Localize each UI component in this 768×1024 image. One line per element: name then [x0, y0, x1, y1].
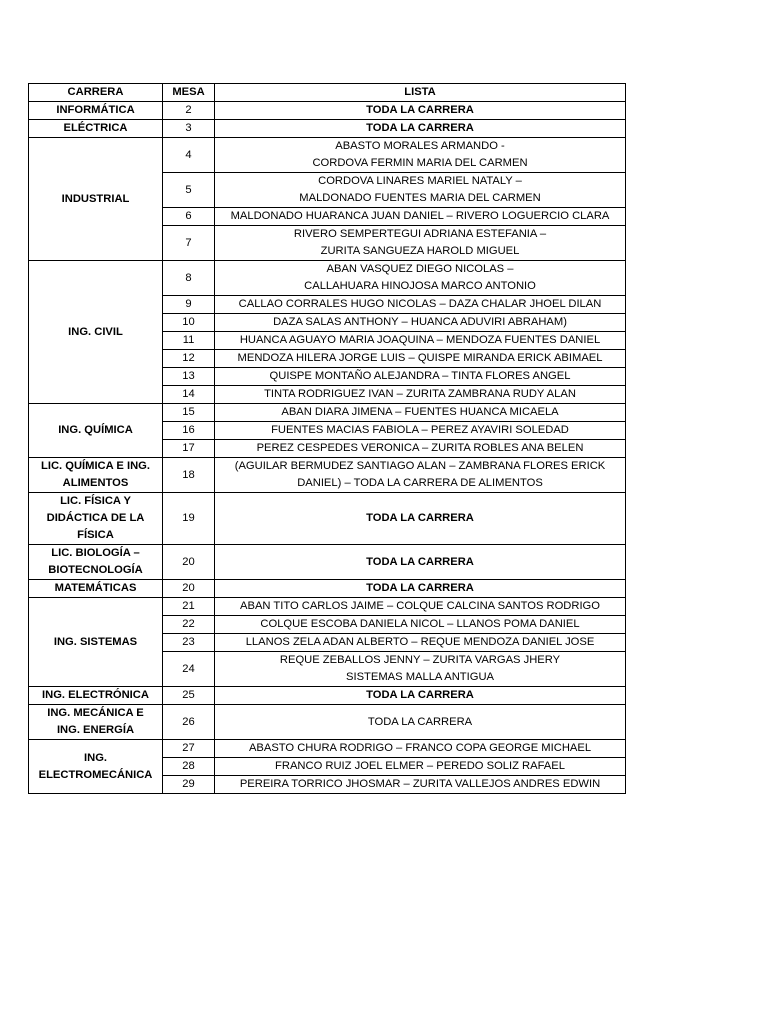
lista-cell: [215, 350, 626, 368]
lista-line: TINTA RODRIGUEZ IVAN – ZURITA ZAMBRANA RUDY ALAN: [264, 388, 576, 400]
mesa-cell: 26: [163, 705, 215, 740]
table-row: [29, 120, 626, 138]
lista-cell: [215, 296, 626, 314]
lista-line: REQUE ZEBALLOS JENNY – ZURITA VARGAS JHERY: [279, 654, 561, 666]
carrera-cell: ING. SISTEMAS: [29, 598, 163, 687]
lista-line: CORDOVA FERMIN MARIA DEL CARMEN: [312, 157, 528, 169]
lista-cell: [215, 740, 626, 758]
lista-cell: [215, 458, 626, 493]
lista-line: (AGUILAR BERMUDEZ SANTIAGO ALAN – ZAMBRANA FLORES ERICK: [234, 460, 606, 472]
lista-line: ABAN TITO CARLOS JAIME – COLQUE CALCINA SANTOS RODRIGO: [240, 600, 600, 612]
lista-cell: [215, 173, 626, 208]
lista-cell: [215, 422, 626, 440]
mesa-cell: 5: [163, 173, 215, 208]
lista-cell: [215, 687, 626, 705]
table-row: [29, 740, 626, 758]
lista-line: FRANCO RUIZ JOEL ELMER – PEREDO SOLIZ RAFAEL: [275, 760, 565, 772]
lista-cell: [215, 226, 626, 261]
table-row: [29, 404, 626, 422]
carrera-cell: ING. ELECTRÓNICA: [29, 687, 163, 705]
carrera-cell: [29, 458, 163, 493]
carrera-cell: INDUSTRIAL: [29, 138, 163, 261]
carrera-cell: ING. QUÍMICA: [29, 404, 163, 458]
lista-line: LLANOS ZELA ADAN ALBERTO – REQUE MENDOZA DANIEL JOSE: [245, 636, 595, 648]
carrera-line: ING.: [84, 751, 107, 764]
lista-cell: [215, 261, 626, 296]
table-row: [29, 458, 626, 493]
mesa-cell: 29: [163, 776, 215, 794]
carrera-cell: MATEMÁTICAS: [29, 580, 163, 598]
lista-cell: [215, 776, 626, 794]
carrera-cell: ELÉCTRICA: [29, 120, 163, 138]
lista-cell: [215, 208, 626, 226]
lista-cell: [215, 120, 626, 138]
table-row: [29, 545, 626, 580]
assignment-table: [28, 83, 626, 794]
carrera-line: FÍSICA: [77, 529, 114, 541]
table-row: [29, 138, 626, 173]
lista-line: ABAN VASQUEZ DIEGO NICOLAS –: [326, 263, 514, 275]
lista-line: TODA LA CARRERA: [366, 122, 474, 134]
mesa-cell: 20: [163, 580, 215, 598]
carrera-line: ING. MECÁNICA E: [47, 707, 144, 719]
carrera-line: LIC. FÍSICA Y: [60, 495, 131, 507]
header-carrera: CARRERA: [29, 84, 163, 102]
lista-line: ABAN DIARA JIMENA – FUENTES HUANCA MICAELA: [281, 406, 559, 418]
mesa-cell: 9: [163, 296, 215, 314]
lista-line: QUISPE MONTAÑO ALEJANDRA – TINTA FLORES ANGEL: [269, 370, 571, 382]
mesa-cell: 17: [163, 440, 215, 458]
lista-line: CALLAO CORRALES HUGO NICOLAS – DAZA CHALAR JHOEL DILAN: [238, 298, 602, 310]
lista-cell: [215, 705, 626, 740]
lista-line: DANIEL) – TODA LA CARRERA DE ALIMENTOS: [297, 477, 543, 489]
lista-line: CALLAHUARA HINOJOSA MARCO ANTONIO: [304, 280, 536, 292]
mesa-cell: 22: [163, 616, 215, 634]
mesa-cell: 7: [163, 226, 215, 261]
carrera-line: LIC. BIOLOGÍA –: [51, 547, 140, 559]
mesa-cell: 6: [163, 208, 215, 226]
mesa-cell: 23: [163, 634, 215, 652]
carrera-line: ING. ENERGÍA: [56, 724, 135, 736]
carrera-line: DIDÁCTICA DE LA: [46, 512, 145, 524]
carrera-line: ALIMENTOS: [62, 477, 129, 489]
lista-line: MALDONADO HUARANCA JUAN DANIEL – RIVERO LOGUERCIO CLARA: [230, 210, 610, 222]
carrera-cell: [29, 740, 163, 794]
header-row: [29, 84, 626, 102]
mesa-cell: 4: [163, 138, 215, 173]
lista-line: RIVERO SEMPERTEGUI ADRIANA ESTEFANIA –: [293, 228, 547, 240]
lista-cell: [215, 368, 626, 386]
lista-cell: [215, 440, 626, 458]
carrera-line: BIOTECNOLOGÍA: [48, 564, 143, 576]
lista-cell: [215, 634, 626, 652]
mesa-cell: 19: [163, 493, 215, 545]
lista-line: ABASTO MORALES ARMANDO -: [335, 140, 505, 152]
carrera-cell: INFORMÁTICA: [29, 102, 163, 120]
lista-line: SISTEMAS MALLA ANTIGUA: [346, 671, 494, 683]
carrera-line: LIC. QUÍMICA E ING.: [41, 460, 150, 472]
mesa-cell: 27: [163, 740, 215, 758]
mesa-cell: 15: [163, 404, 215, 422]
mesa-cell: 13: [163, 368, 215, 386]
lista-line: FUENTES MACIAS FABIOLA – PEREZ AYAVIRI SOLEDAD: [271, 424, 569, 436]
lista-cell: [215, 758, 626, 776]
lista-cell: [215, 580, 626, 598]
mesa-cell: 8: [163, 261, 215, 296]
mesa-cell: 21: [163, 598, 215, 616]
mesa-cell: 24: [163, 652, 215, 687]
lista-cell: [215, 138, 626, 173]
lista-line: COLQUE ESCOBA DANIELA NICOL – LLANOS POMA DANIEL: [260, 618, 580, 630]
lista-line: PEREIRA TORRICO JHOSMAR – ZURITA VALLEJOS ANDRES EDWIN: [239, 778, 601, 790]
mesa-cell: 10: [163, 314, 215, 332]
lista-cell: [215, 102, 626, 120]
mesa-cell: 28: [163, 758, 215, 776]
lista-line: TODA LA CARRERA: [366, 512, 474, 524]
carrera-cell: ING. CIVIL: [29, 261, 163, 404]
lista-line: TODA LA CARRERA: [366, 555, 474, 568]
lista-line: TODA LA CARRERA: [367, 715, 473, 728]
header-lista: LISTA: [215, 84, 626, 102]
lista-cell: [215, 652, 626, 687]
mesa-cell: 11: [163, 332, 215, 350]
carrera-cell: [29, 705, 163, 740]
table-row: [29, 580, 626, 598]
lista-line: TODA LA CARRERA: [366, 689, 474, 701]
mesa-cell: 20: [163, 545, 215, 580]
lista-cell: [215, 616, 626, 634]
lista-line: MALDONADO FUENTES MARIA DEL CARMEN: [299, 192, 541, 204]
mesa-cell: 16: [163, 422, 215, 440]
lista-line: HUANCA AGUAYO MARIA JOAQUINA – MENDOZA FUENTES DANIEL: [239, 334, 601, 346]
mesa-cell: 14: [163, 386, 215, 404]
table-row: [29, 705, 626, 740]
carrera-cell: [29, 545, 163, 580]
lista-cell: [215, 545, 626, 580]
lista-line: ZURITA SANGUEZA HAROLD MIGUEL: [320, 245, 520, 257]
lista-line: DAZA SALAS ANTHONY – HUANCA ADUVIRI ABRAHAM): [273, 316, 567, 328]
header-mesa: MESA: [163, 84, 215, 102]
lista-line: CORDOVA LINARES MARIEL NATALY –: [318, 175, 522, 187]
lista-line: PEREZ CESPEDES VERONICA – ZURITA ROBLES ANA BELEN: [256, 442, 584, 454]
table-row: [29, 687, 626, 705]
lista-cell: [215, 386, 626, 404]
lista-cell: [215, 493, 626, 545]
mesa-cell: 25: [163, 687, 215, 705]
table-row: [29, 102, 626, 120]
lista-cell: [215, 314, 626, 332]
lista-cell: [215, 598, 626, 616]
lista-line: ABASTO CHURA RODRIGO – FRANCO COPA GEORGE MICHAEL: [248, 742, 592, 754]
carrera-cell: [29, 493, 163, 545]
lista-line: TODA LA CARRERA: [366, 582, 474, 594]
lista-line: TODA LA CARRERA: [366, 104, 474, 116]
mesa-cell: 3: [163, 120, 215, 138]
mesa-cell: 12: [163, 350, 215, 368]
table-row: [29, 261, 626, 296]
lista-cell: [215, 404, 626, 422]
table-row: [29, 598, 626, 616]
carrera-line: ELECTROMECÁNICA: [38, 768, 153, 781]
lista-line: MENDOZA HILERA JORGE LUIS – QUISPE MIRANDA ERICK ABIMAEL: [237, 352, 603, 364]
mesa-cell: 18: [163, 458, 215, 493]
lista-cell: [215, 332, 626, 350]
table-row: [29, 493, 626, 545]
mesa-cell: 2: [163, 102, 215, 120]
